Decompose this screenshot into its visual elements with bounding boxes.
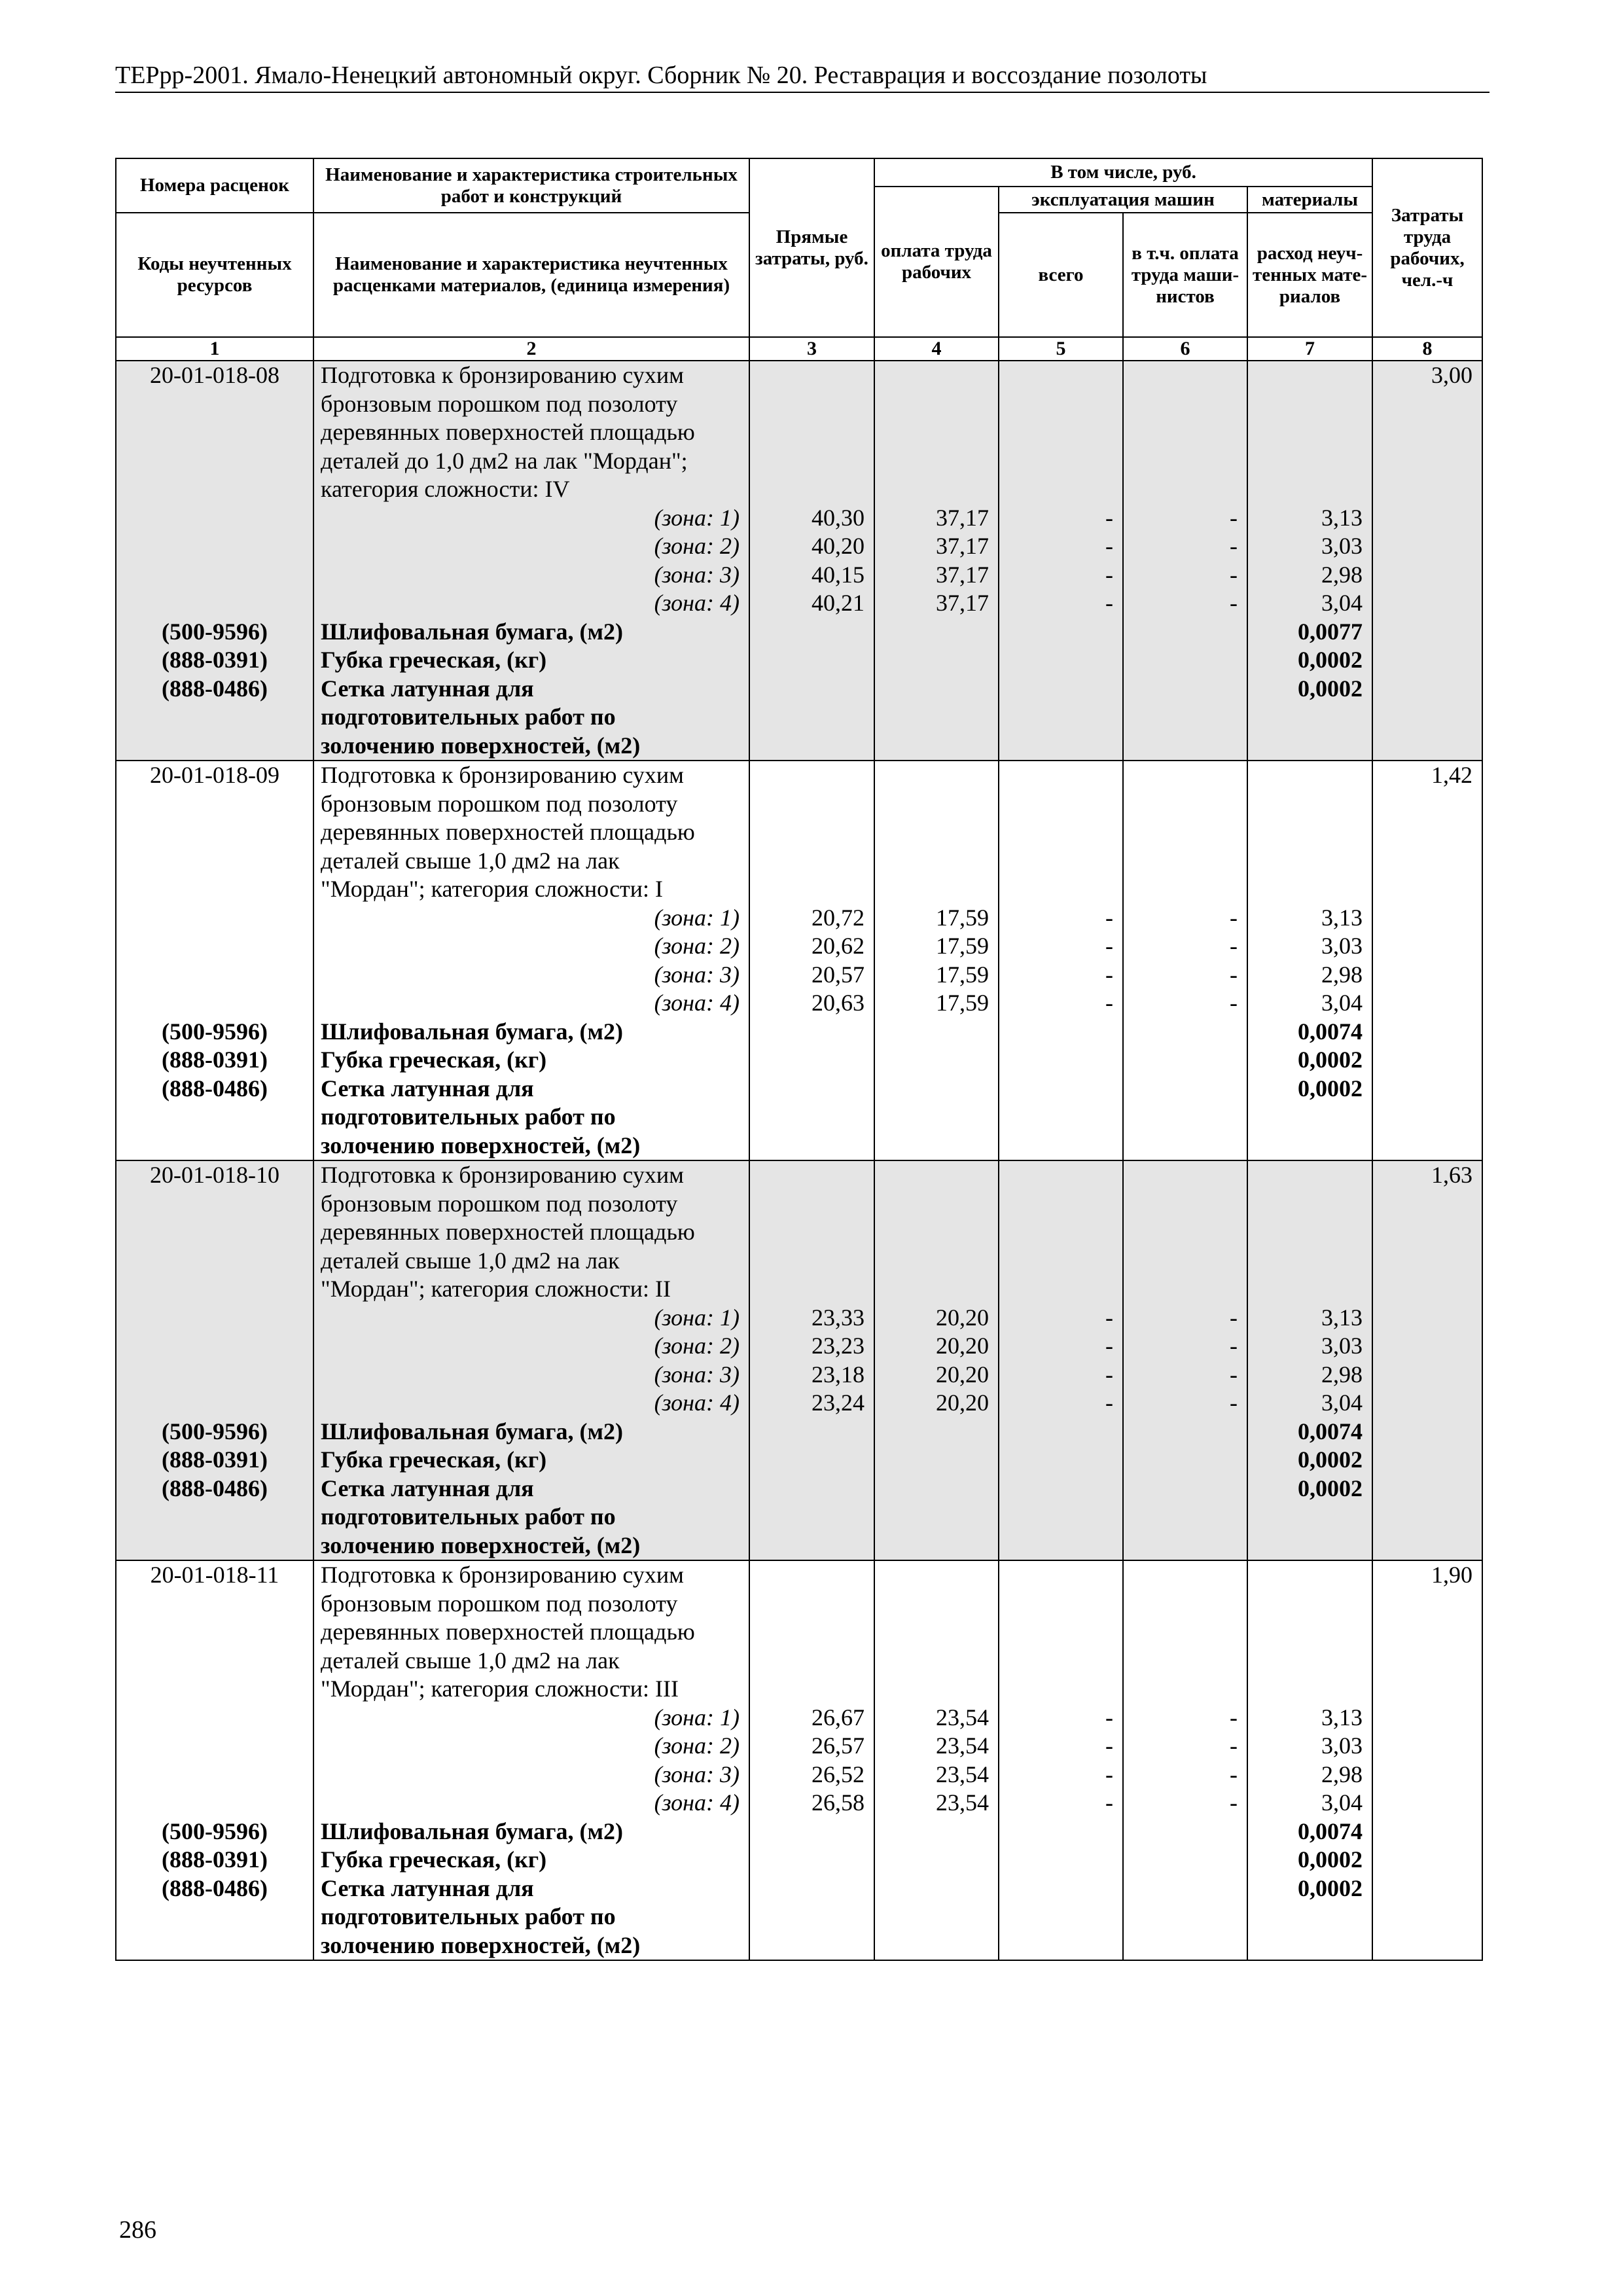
resource-code: (888-0486) bbox=[162, 1075, 268, 1102]
header-machine-operation: эксплуатация машин bbox=[999, 187, 1247, 213]
materials-value: 3,03 bbox=[1321, 1732, 1363, 1759]
direct-cost-value: 40,21 bbox=[812, 590, 865, 616]
resource-code: (888-0486) bbox=[162, 1475, 268, 1501]
rate-block-row bbox=[116, 1160, 1482, 1560]
rate-block-row bbox=[116, 1560, 1482, 1960]
resource-name: Шлифовальная бумага, (м2) bbox=[321, 1418, 623, 1444]
resource-name-continued: подготовительных работ по bbox=[321, 1903, 616, 1929]
resource-quantity: 0,0002 bbox=[1298, 1874, 1363, 1901]
rate-code: 20-01-018-10 bbox=[150, 1162, 279, 1188]
direct-cost-value: 20,62 bbox=[812, 933, 865, 959]
machine-total-value: - bbox=[1105, 504, 1113, 531]
work-description-line: деталей до 1,0 дм2 на лак "Мордан"; bbox=[321, 447, 688, 474]
machinist-pay-value: - bbox=[1230, 1732, 1238, 1759]
rate-block-row bbox=[116, 361, 1482, 761]
header-labor-pay: оплата труда рабочих bbox=[874, 187, 999, 337]
work-description-line: Подготовка к бронзированию сухим bbox=[321, 762, 684, 788]
labor-pay-value: 17,59 bbox=[936, 933, 989, 959]
labor-pay-value: 37,17 bbox=[936, 504, 989, 531]
materials-value: 3,04 bbox=[1321, 1390, 1363, 1416]
labor-pay-value: 17,59 bbox=[936, 961, 989, 988]
labor-pay-value: 23,54 bbox=[936, 1761, 989, 1787]
resource-name-continued: золочению поверхностей, (м2) bbox=[321, 732, 641, 759]
machine-total-value: - bbox=[1105, 1704, 1113, 1731]
resource-code: (888-0391) bbox=[162, 1047, 268, 1073]
resource-name: Губка греческая, (кг) bbox=[321, 1446, 547, 1473]
labor-pay-value: 17,59 bbox=[936, 990, 989, 1016]
zone-label: (зона: 2) bbox=[654, 533, 740, 559]
labor-pay-value: 23,54 bbox=[936, 1789, 989, 1816]
resource-code: (888-0391) bbox=[162, 1446, 268, 1473]
resource-name: Шлифовальная бумага, (м2) bbox=[321, 1818, 623, 1844]
work-description-line: деревянных поверхностей площадью bbox=[321, 419, 695, 445]
resource-code: (500-9596) bbox=[162, 1018, 268, 1045]
column-number: 4 bbox=[874, 337, 999, 361]
resource-name-continued: золочению поверхностей, (м2) bbox=[321, 1132, 641, 1158]
machinist-pay-value: - bbox=[1230, 990, 1238, 1016]
materials-value: 3,04 bbox=[1321, 990, 1363, 1016]
work-description-line: "Мордан"; категория сложности: II bbox=[321, 1276, 671, 1302]
machine-total-value: - bbox=[1105, 561, 1113, 588]
direct-cost-value: 23,24 bbox=[812, 1390, 865, 1416]
machinist-pay-value: - bbox=[1230, 1704, 1238, 1731]
materials-value: 3,03 bbox=[1321, 533, 1363, 559]
resource-code: (888-0486) bbox=[162, 675, 268, 702]
machine-total-value: - bbox=[1105, 1304, 1113, 1331]
labor-pay-value: 23,54 bbox=[936, 1704, 989, 1731]
direct-cost-value: 26,52 bbox=[812, 1761, 865, 1787]
page-header: ТЕРрр-2001. Ямало-Ненецкий автономный округ. Сборник № 20. Реставрация и воссоздание позолоты bbox=[115, 59, 1489, 93]
machinist-pay-value: - bbox=[1230, 1789, 1238, 1816]
work-description-line: Подготовка к бронзированию сухим bbox=[321, 1162, 684, 1188]
resource-name-continued: золочению поверхностей, (м2) bbox=[321, 1931, 641, 1958]
work-description-line: "Мордан"; категория сложности: I bbox=[321, 876, 664, 902]
resource-quantity: 0,0002 bbox=[1298, 1475, 1363, 1501]
zone-label: (зона: 4) bbox=[654, 990, 740, 1016]
direct-cost-value: 40,15 bbox=[812, 561, 865, 588]
machine-total-value: - bbox=[1105, 1789, 1113, 1816]
header-work-name: Наименование и характеристика строительных работ и конструкций bbox=[313, 158, 749, 213]
machinist-pay-value: - bbox=[1230, 1361, 1238, 1388]
work-description-line: деталей свыше 1,0 дм2 на лак bbox=[321, 1247, 620, 1274]
machine-total-value: - bbox=[1105, 533, 1113, 559]
rates-table bbox=[115, 158, 1483, 1961]
labor-pay-value: 37,17 bbox=[936, 590, 989, 616]
machine-total-value: - bbox=[1105, 1390, 1113, 1416]
machinist-pay-value: - bbox=[1230, 1333, 1238, 1359]
header-rate-numbers: Номера расценок bbox=[116, 158, 313, 213]
work-description-line: Подготовка к бронзированию сухим bbox=[321, 362, 684, 388]
resource-name-continued: подготовительных работ по bbox=[321, 1103, 616, 1130]
zone-label: (зона: 2) bbox=[654, 933, 740, 959]
machine-total-value: - bbox=[1105, 1761, 1113, 1787]
resource-name: Сетка латунная для bbox=[321, 1874, 534, 1901]
work-description-line: бронзовым порошком под позолоту bbox=[321, 1590, 678, 1617]
resource-name: Шлифовальная бумага, (м2) bbox=[321, 618, 623, 645]
machine-total-value: - bbox=[1105, 1361, 1113, 1388]
resource-code: (888-0486) bbox=[162, 1874, 268, 1901]
resource-quantity: 0,0074 bbox=[1298, 1418, 1363, 1444]
resource-code: (888-0391) bbox=[162, 1846, 268, 1873]
column-number: 8 bbox=[1372, 337, 1482, 361]
machinist-pay-value: - bbox=[1230, 590, 1238, 616]
rate-block-row bbox=[116, 761, 1482, 1160]
machinist-pay-value: - bbox=[1230, 1390, 1238, 1416]
work-description-line: бронзовым порошком под позолоту bbox=[321, 1190, 678, 1217]
labor-pay-value: 20,20 bbox=[936, 1361, 989, 1388]
header-total: всего bbox=[999, 213, 1123, 337]
materials-value: 2,98 bbox=[1321, 1761, 1363, 1787]
machinist-pay-value: - bbox=[1230, 961, 1238, 988]
zone-label: (зона: 3) bbox=[654, 561, 740, 588]
work-description-line: бронзовым порошком под позолоту bbox=[321, 390, 678, 417]
direct-cost-value: 23,33 bbox=[812, 1304, 865, 1331]
column-number: 3 bbox=[749, 337, 874, 361]
zone-label: (зона: 1) bbox=[654, 904, 740, 931]
direct-cost-value: 40,30 bbox=[812, 504, 865, 531]
materials-value: 2,98 bbox=[1321, 1361, 1363, 1388]
labor-cost-value: 3,00 bbox=[1431, 362, 1473, 388]
header-unaccounted-materials: расход неуч-тенных мате-риалов bbox=[1247, 213, 1372, 337]
zone-label: (зона: 4) bbox=[654, 1789, 740, 1816]
materials-value: 3,13 bbox=[1321, 504, 1363, 531]
machinist-pay-value: - bbox=[1230, 933, 1238, 959]
labor-pay-value: 23,54 bbox=[936, 1732, 989, 1759]
resource-code: (500-9596) bbox=[162, 1818, 268, 1844]
machine-total-value: - bbox=[1105, 933, 1113, 959]
column-number: 7 bbox=[1247, 337, 1372, 361]
direct-cost-value: 20,57 bbox=[812, 961, 865, 988]
labor-pay-value: 20,20 bbox=[936, 1333, 989, 1359]
machinist-pay-value: - bbox=[1230, 1761, 1238, 1787]
header-labor-costs: Затраты труда рабочих, чел.-ч bbox=[1372, 158, 1482, 337]
machine-total-value: - bbox=[1105, 1333, 1113, 1359]
direct-cost-value: 26,57 bbox=[812, 1732, 865, 1759]
materials-value: 2,98 bbox=[1321, 561, 1363, 588]
zone-label: (зона: 3) bbox=[654, 961, 740, 988]
rate-code: 20-01-018-08 bbox=[150, 362, 279, 388]
direct-cost-value: 23,18 bbox=[812, 1361, 865, 1388]
zone-label: (зона: 2) bbox=[654, 1333, 740, 1359]
work-description-line: деревянных поверхностей площадью bbox=[321, 819, 695, 845]
zone-label: (зона: 3) bbox=[654, 1361, 740, 1388]
machinist-pay-value: - bbox=[1230, 1304, 1238, 1331]
resource-code: (500-9596) bbox=[162, 618, 268, 645]
resource-quantity: 0,0002 bbox=[1298, 675, 1363, 702]
header-machinist-pay: в т.ч. оплата труда маши-нистов bbox=[1123, 213, 1247, 337]
machinist-pay-value: - bbox=[1230, 504, 1238, 531]
resource-name: Сетка латунная для bbox=[321, 1475, 534, 1501]
resource-quantity: 0,0002 bbox=[1298, 1846, 1363, 1873]
resource-name: Сетка латунная для bbox=[321, 675, 534, 702]
machinist-pay-value: - bbox=[1230, 561, 1238, 588]
resource-name-continued: золочению поверхностей, (м2) bbox=[321, 1532, 641, 1558]
work-description-line: Подготовка к бронзированию сухим bbox=[321, 1562, 684, 1588]
column-numbers-row bbox=[116, 337, 1482, 361]
column-number: 1 bbox=[116, 337, 313, 361]
resource-quantity: 0,0002 bbox=[1298, 1047, 1363, 1073]
work-description-line: деталей свыше 1,0 дм2 на лак bbox=[321, 847, 620, 874]
zone-label: (зона: 3) bbox=[654, 1761, 740, 1787]
zone-label: (зона: 4) bbox=[654, 590, 740, 616]
materials-value: 3,04 bbox=[1321, 590, 1363, 616]
labor-cost-value: 1,42 bbox=[1431, 762, 1473, 788]
resource-code: (888-0391) bbox=[162, 647, 268, 673]
resource-code: (500-9596) bbox=[162, 1418, 268, 1444]
header-resource-codes: Коды неучтенных ресурсов bbox=[116, 213, 313, 337]
resource-quantity: 0,0074 bbox=[1298, 1818, 1363, 1844]
zone-label: (зона: 2) bbox=[654, 1732, 740, 1759]
materials-value: 3,03 bbox=[1321, 933, 1363, 959]
resource-quantity: 0,0002 bbox=[1298, 1446, 1363, 1473]
machine-total-value: - bbox=[1105, 961, 1113, 988]
zone-label: (зона: 1) bbox=[654, 504, 740, 531]
work-description-line: бронзовым порошком под позолоту bbox=[321, 790, 678, 817]
resource-quantity: 0,0074 bbox=[1298, 1018, 1363, 1045]
rate-code: 20-01-018-09 bbox=[150, 762, 279, 788]
materials-value: 3,13 bbox=[1321, 1304, 1363, 1331]
direct-cost-value: 23,23 bbox=[812, 1333, 865, 1359]
resource-quantity: 0,0002 bbox=[1298, 647, 1363, 673]
column-number: 5 bbox=[999, 337, 1123, 361]
labor-cost-value: 1,63 bbox=[1431, 1162, 1473, 1188]
materials-value: 3,03 bbox=[1321, 1333, 1363, 1359]
direct-cost-value: 20,72 bbox=[812, 904, 865, 931]
materials-value: 2,98 bbox=[1321, 961, 1363, 988]
materials-value: 3,13 bbox=[1321, 1704, 1363, 1731]
machine-total-value: - bbox=[1105, 990, 1113, 1016]
work-description-line: "Мордан"; категория сложности: III bbox=[321, 1676, 679, 1702]
direct-cost-value: 20,63 bbox=[812, 990, 865, 1016]
resource-quantity: 0,0002 bbox=[1298, 1075, 1363, 1102]
labor-pay-value: 37,17 bbox=[936, 561, 989, 588]
machinist-pay-value: - bbox=[1230, 533, 1238, 559]
machine-total-value: - bbox=[1105, 1732, 1113, 1759]
resource-name: Шлифовальная бумага, (м2) bbox=[321, 1018, 623, 1045]
resource-name: Губка греческая, (кг) bbox=[321, 1846, 547, 1873]
labor-pay-value: 20,20 bbox=[936, 1390, 989, 1416]
work-description-line: деревянных поверхностей площадью bbox=[321, 1219, 695, 1245]
column-number: 2 bbox=[313, 337, 749, 361]
materials-value: 3,04 bbox=[1321, 1789, 1363, 1816]
zone-label: (зона: 4) bbox=[654, 1390, 740, 1416]
resource-name: Губка греческая, (кг) bbox=[321, 1047, 547, 1073]
zone-label: (зона: 1) bbox=[654, 1304, 740, 1331]
labor-pay-value: 17,59 bbox=[936, 904, 989, 931]
resource-name-continued: подготовительных работ по bbox=[321, 704, 616, 730]
header-materials: материалы bbox=[1247, 187, 1372, 213]
column-number: 6 bbox=[1123, 337, 1247, 361]
header-including: В том числе, руб. bbox=[874, 158, 1372, 187]
machine-total-value: - bbox=[1105, 904, 1113, 931]
labor-pay-value: 20,20 bbox=[936, 1304, 989, 1331]
direct-cost-value: 40,20 bbox=[812, 533, 865, 559]
machinist-pay-value: - bbox=[1230, 904, 1238, 931]
resource-name: Губка греческая, (кг) bbox=[321, 647, 547, 673]
labor-pay-value: 37,17 bbox=[936, 533, 989, 559]
page-number: 286 bbox=[119, 2216, 156, 2244]
direct-cost-value: 26,58 bbox=[812, 1789, 865, 1816]
materials-value: 3,13 bbox=[1321, 904, 1363, 931]
labor-cost-value: 1,90 bbox=[1431, 1562, 1473, 1588]
header-material-name: Наименование и характеристика неучтенных расценками материалов, (единица измерения) bbox=[313, 213, 749, 337]
work-description-line: категория сложности: IV bbox=[321, 476, 570, 502]
zone-label: (зона: 1) bbox=[654, 1704, 740, 1731]
machine-total-value: - bbox=[1105, 590, 1113, 616]
direct-cost-value: 26,67 bbox=[812, 1704, 865, 1731]
work-description-line: деталей свыше 1,0 дм2 на лак bbox=[321, 1647, 620, 1674]
work-description-line: деревянных поверхностей площадью bbox=[321, 1619, 695, 1645]
resource-quantity: 0,0077 bbox=[1298, 618, 1363, 645]
rate-code: 20-01-018-11 bbox=[150, 1562, 279, 1588]
resource-name-continued: подготовительных работ по bbox=[321, 1503, 616, 1530]
header-direct-costs: Прямые затраты, руб. bbox=[749, 158, 874, 337]
resource-name: Сетка латунная для bbox=[321, 1075, 534, 1102]
